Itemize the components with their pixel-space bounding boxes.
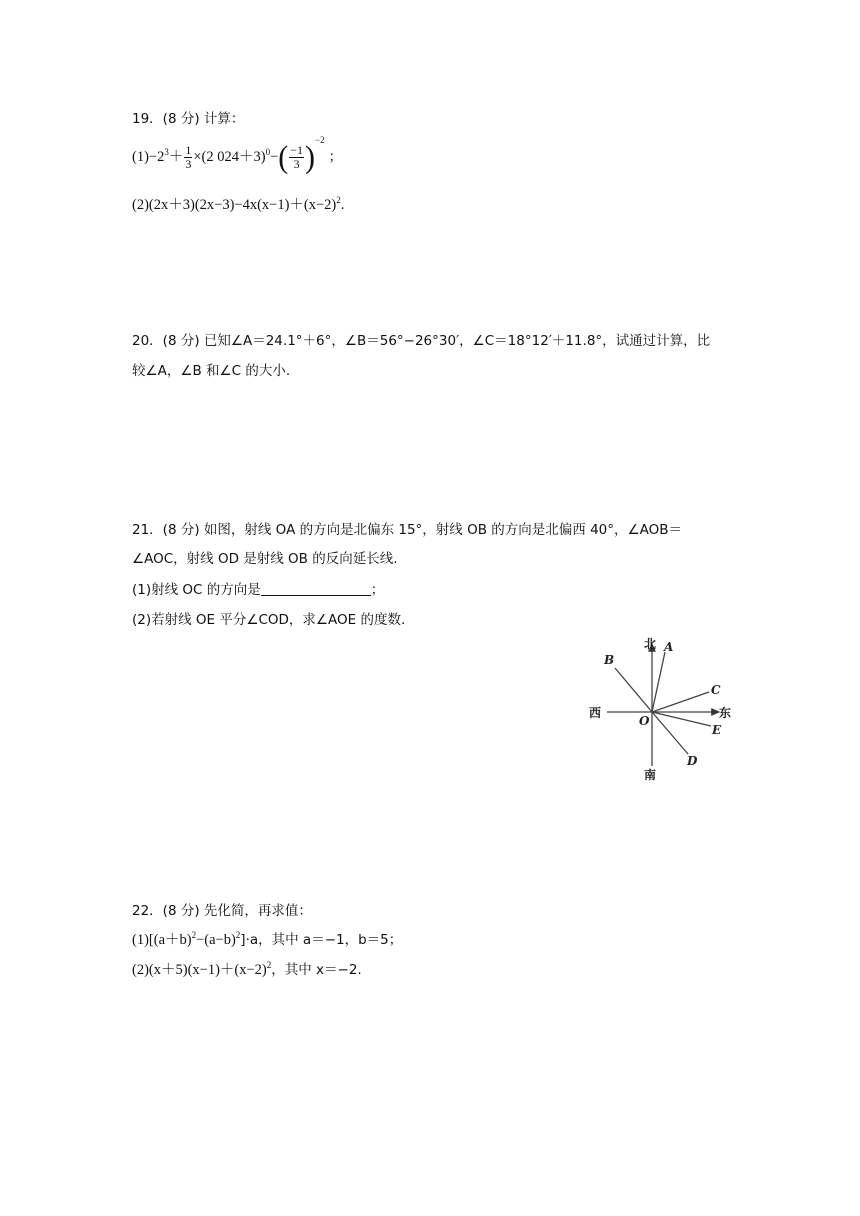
ray-OB [615, 668, 652, 712]
label-B: B [604, 653, 615, 667]
ray-OE [652, 712, 711, 726]
direction-diagram [585, 630, 735, 785]
q20-line1: 20．(8 分) 已知∠A＝24.1°＋6°，∠B＝56°−26°30′，∠C＝18°12′＋11.8°，试通过计算，比 [132, 333, 711, 349]
label-E: E [712, 723, 722, 737]
q19-part2: $(2)(2x+3)(2x-3)-4x(x-1)+(x-2)^2$. [132, 195, 345, 213]
q19-heading: 19．(8 分) 计算： [132, 111, 245, 127]
q20-line2: 较∠A，∠B 和∠C 的大小. [132, 363, 291, 379]
right-paren: ) [305, 139, 316, 175]
label-O: O [639, 714, 650, 728]
fraction-neg-one-third: $\frac{-1}{3}$ [290, 143, 304, 172]
label-C: C [711, 683, 721, 697]
label-D: D [687, 754, 698, 768]
q21-line1: 21．(8 分) 如图，射线 OA 的方向是北偏东 15°，射线 OB 的方向是北偏西 40°，∠AOB＝ [132, 522, 682, 538]
label-A: A [664, 640, 674, 654]
ray-OC [652, 692, 709, 712]
label-east: 东 [719, 706, 732, 720]
fraction-one-third: $\frac{1}{3}$ [185, 143, 192, 172]
q22-part1: $(1)[(a+b)^2-(a-b)^2]\cdot a$，其中 a＝−1，b＝5； [132, 930, 403, 948]
ray-OA [652, 652, 665, 712]
q22-part2: $(2)(x+5)(x-1)+(x-2)^2$，其中 x＝−2. [132, 960, 362, 978]
label-west: 西 [589, 706, 602, 720]
q21-line2: ∠AOC，射线 OD 是射线 OB 的反向延长线. [132, 551, 398, 567]
label-south: 南 [644, 768, 657, 782]
left-paren: ( [278, 139, 289, 175]
answer-blank[interactable] [261, 581, 371, 596]
ray-OD [652, 712, 688, 754]
q21-part1: (1)射线 OC 的方向是 ； [132, 582, 385, 598]
label-north: 北 [644, 637, 657, 651]
q22-heading: 22．(8 分) 先化简，再求值： [132, 903, 312, 919]
q21-part2: (2)若射线 OE 平分∠COD，求∠AOE 的度数. [132, 612, 406, 628]
q19-part1: $(1)-2^3+$ $\frac{1}{3}$ ×(2 024＋3)$^0$−( $\frac{-1}{3}$ )$^{-2}$； [132, 135, 343, 175]
